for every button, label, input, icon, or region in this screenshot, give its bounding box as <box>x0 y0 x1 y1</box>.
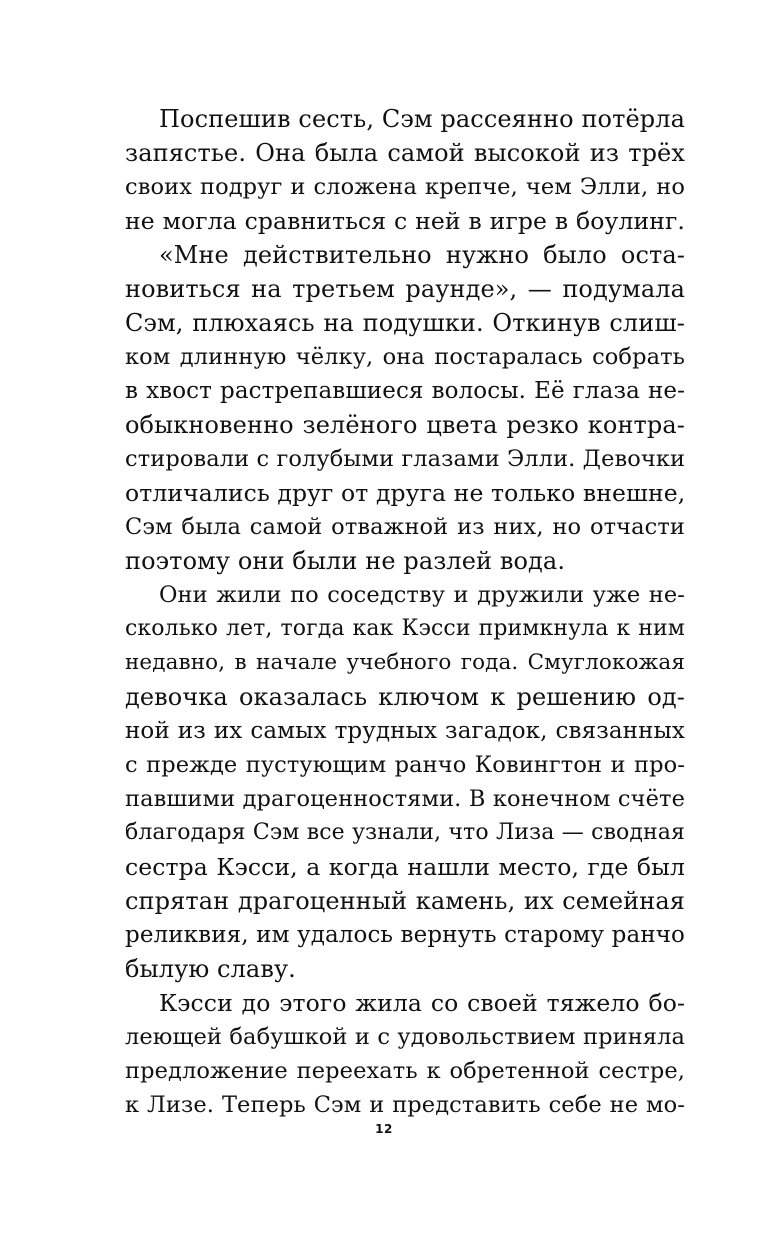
text-line: с прежде пустующим ранчо Ковингтон и про- <box>125 752 685 778</box>
text-line: к Лизе. Теперь Сэм и представить себе не мо- <box>125 1092 685 1118</box>
text-line: отличались друг от друга не только внешне, <box>125 479 686 507</box>
text-line: Они жили по соседству и дружили уже не- <box>159 582 685 608</box>
text-line: реликвия, им удалось вернуть старому ранчо <box>125 922 685 948</box>
text-line: новиться на третьем раунде», — подумала <box>125 275 685 303</box>
paragraph <box>125 986 685 1122</box>
text-line: былую славу. <box>125 955 296 983</box>
text-line: Кэсси до этого жила со своей тяжело бо- <box>159 989 685 1017</box>
text-line: ной из их самых трудных загадок, связанных <box>125 718 685 744</box>
paragraph <box>125 238 685 578</box>
text-line: благодаря Сэм все узнали, что Лиза — сводная <box>125 820 685 845</box>
text-line: ком длинную чёлку, она постаралась собрать <box>125 344 685 370</box>
text-line: сестра Кэсси, а когда нашли место, где был <box>125 853 685 881</box>
page-number: 12 <box>375 1122 393 1136</box>
text-line: Сэм, плюхаясь на подушки. Откинув слиш- <box>125 309 685 337</box>
text-line: сколько лет, тогда как Кэсси примкнула к ним <box>125 616 685 641</box>
paragraph <box>125 578 685 986</box>
text-line: недавно, в начале учебного года. Смуглокожая <box>125 650 685 675</box>
text-line: «Мне действительно нужно было оста- <box>159 241 685 269</box>
text-line: павшими драгоценностями. В конечном счёте <box>125 786 685 812</box>
text-line: Поспешив сесть, Сэм рассеянно потёрла <box>159 105 685 133</box>
text-line: не могла сравниться с ней в игре в боулинг. <box>125 207 685 235</box>
paragraph <box>125 102 685 238</box>
text-line: в хвост растрепавшиеся волосы. Её глаза не- <box>125 378 685 404</box>
text-line: Сэм была самой отважной из них, но отчасти <box>125 514 685 540</box>
text-line: поэтому они были не разлей вода. <box>125 547 566 575</box>
text-line: девочка оказалась ключом к решению од- <box>125 683 685 711</box>
text-line: обыкновенно зелёного цвета резко контра- <box>125 411 685 439</box>
page-body <box>125 102 685 1142</box>
text-line: предложение переехать к обретенной сестре, <box>125 1058 685 1084</box>
text-line: леющей бабушкой и с удовольствием приняла <box>125 1024 685 1050</box>
text-line: своих подруг и сложена крепче, чем Элли, но <box>125 174 685 200</box>
text-line: стировали с голубыми глазами Элли. Девочки <box>125 446 686 472</box>
text-line: запястье. Она была самой высокой из трёх <box>125 139 685 167</box>
text-line: спрятан драгоценный камень, их семейная <box>125 887 685 915</box>
